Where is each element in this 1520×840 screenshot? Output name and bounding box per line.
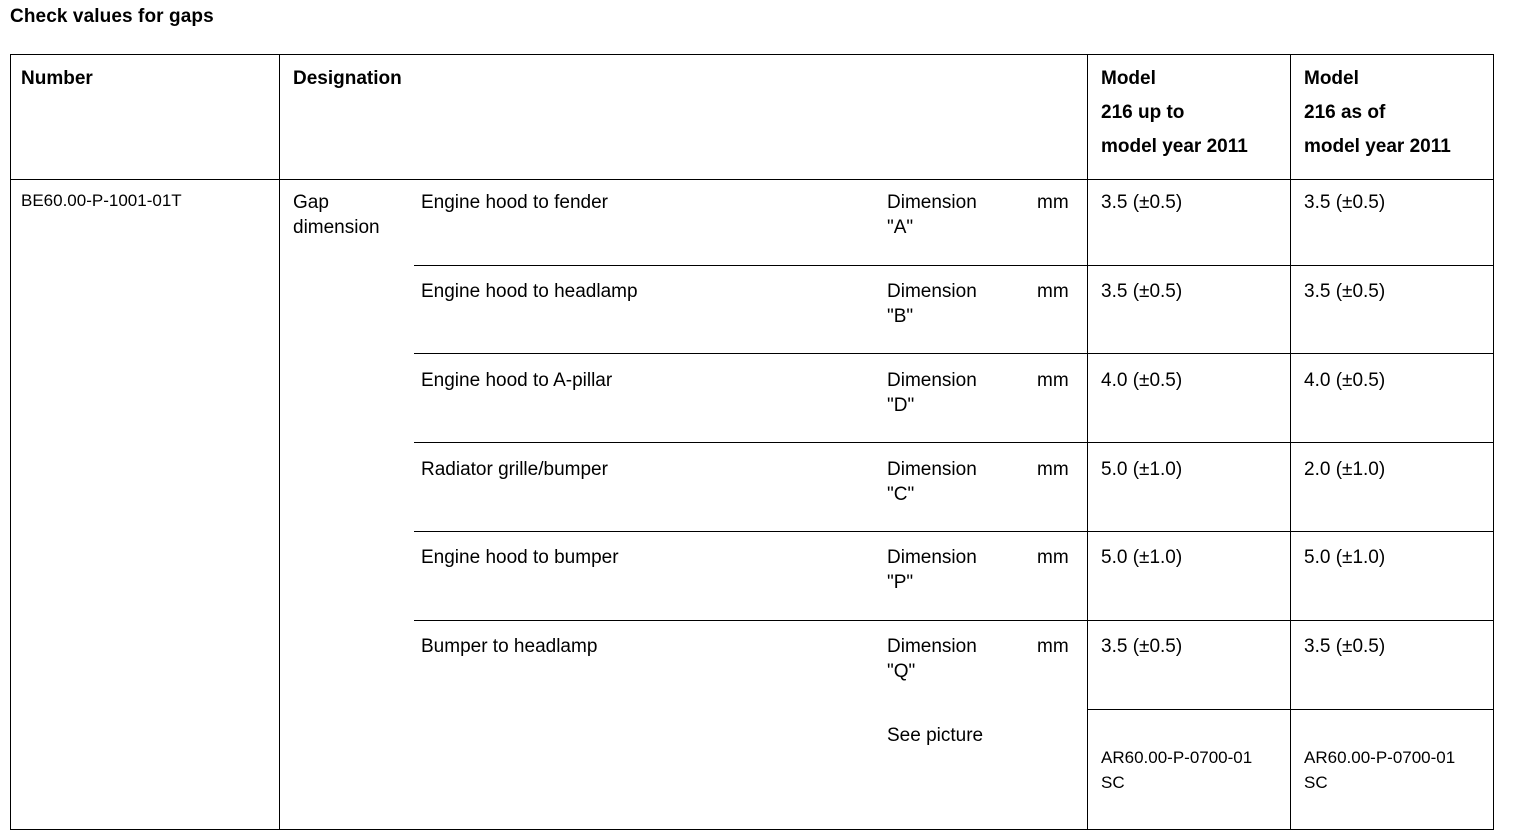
row-value-model-1: 3.5 (±0.5) bbox=[1101, 281, 1183, 302]
row-value-model-2: 5.0 (±1.0) bbox=[1304, 547, 1386, 568]
row-unit: mm bbox=[1037, 281, 1069, 302]
row-dimension-label: Dimension bbox=[887, 370, 977, 391]
header-model-2-line-1: Model bbox=[1304, 68, 1359, 89]
row-value-model-1: 5.0 (±1.0) bbox=[1101, 547, 1183, 568]
row-dimension-label: Dimension bbox=[887, 459, 977, 480]
row-designation: Radiator grille/bumper bbox=[421, 459, 608, 480]
document-number: BE60.00-P-1001-01T bbox=[21, 191, 182, 210]
header-model-1-line-2: 216 up to bbox=[1101, 102, 1185, 123]
header-model-2-line-2: 216 as of bbox=[1304, 102, 1386, 123]
row-dimension-letter: "C" bbox=[887, 484, 915, 505]
row-designation: Engine hood to headlamp bbox=[421, 281, 638, 302]
row-unit: mm bbox=[1037, 192, 1069, 213]
see-picture-label: See picture bbox=[887, 725, 984, 746]
table-bottom-border bbox=[10, 829, 1494, 830]
row-dimension-letter: "B" bbox=[887, 306, 914, 327]
row-dimension-label: Dimension bbox=[887, 192, 977, 213]
row-unit: mm bbox=[1037, 547, 1069, 568]
group-label-line-1: Gap bbox=[293, 192, 329, 213]
row-designation: Engine hood to fender bbox=[421, 192, 608, 213]
table-left-border bbox=[10, 54, 11, 830]
row-separator bbox=[414, 620, 1494, 621]
row-value-model-1: 3.5 (±0.5) bbox=[1101, 192, 1183, 213]
number-column-divider bbox=[279, 54, 280, 830]
header-model-1-line-3: model year 2011 bbox=[1101, 136, 1248, 157]
row-separator bbox=[414, 353, 1494, 354]
header-number: Number bbox=[21, 68, 93, 89]
row-value-model-1: 5.0 (±1.0) bbox=[1101, 459, 1183, 480]
table-top-border bbox=[10, 54, 1494, 55]
row-dimension-letter: "A" bbox=[887, 217, 914, 238]
row-dimension-label: Dimension bbox=[887, 636, 977, 657]
group-label-line-2: dimension bbox=[293, 217, 380, 238]
row-value-model-1: 3.5 (±0.5) bbox=[1101, 636, 1183, 657]
row-separator bbox=[1087, 709, 1494, 710]
row-separator bbox=[414, 442, 1494, 443]
header-model-2-line-3: model year 2011 bbox=[1304, 136, 1451, 157]
row-designation: Engine hood to A-pillar bbox=[421, 370, 613, 391]
row-value-model-1: 4.0 (±0.5) bbox=[1101, 370, 1183, 391]
row-value-model-2: 3.5 (±0.5) bbox=[1304, 636, 1386, 657]
row-designation: Bumper to headlamp bbox=[421, 636, 598, 657]
picture-reference-1-line-1: AR60.00-P-0700-01 bbox=[1101, 748, 1253, 767]
row-dimension-letter: "D" bbox=[887, 395, 915, 416]
picture-reference-2-line-1: AR60.00-P-0700-01 bbox=[1304, 748, 1456, 767]
row-value-model-2: 3.5 (±0.5) bbox=[1304, 281, 1386, 302]
row-dimension-label: Dimension bbox=[887, 281, 977, 302]
row-dimension-letter: "P" bbox=[887, 572, 914, 593]
row-value-model-2: 2.0 (±1.0) bbox=[1304, 459, 1386, 480]
row-separator bbox=[414, 531, 1494, 532]
row-unit: mm bbox=[1037, 636, 1069, 657]
row-value-model-2: 3.5 (±0.5) bbox=[1304, 192, 1386, 213]
row-dimension-label: Dimension bbox=[887, 547, 977, 568]
row-dimension-letter: "Q" bbox=[887, 661, 916, 682]
row-designation: Engine hood to bumper bbox=[421, 547, 619, 568]
header-bottom-border bbox=[10, 179, 1494, 180]
header-model-1-line-1: Model bbox=[1101, 68, 1156, 89]
row-unit: mm bbox=[1037, 459, 1069, 480]
row-separator bbox=[414, 265, 1494, 266]
picture-reference-2-line-2: SC bbox=[1304, 773, 1328, 792]
picture-reference-1-line-2: SC bbox=[1101, 773, 1125, 792]
row-unit: mm bbox=[1037, 370, 1069, 391]
header-designation: Designation bbox=[293, 68, 402, 89]
row-value-model-2: 4.0 (±0.5) bbox=[1304, 370, 1386, 391]
page-title: Check values for gaps bbox=[10, 6, 214, 27]
